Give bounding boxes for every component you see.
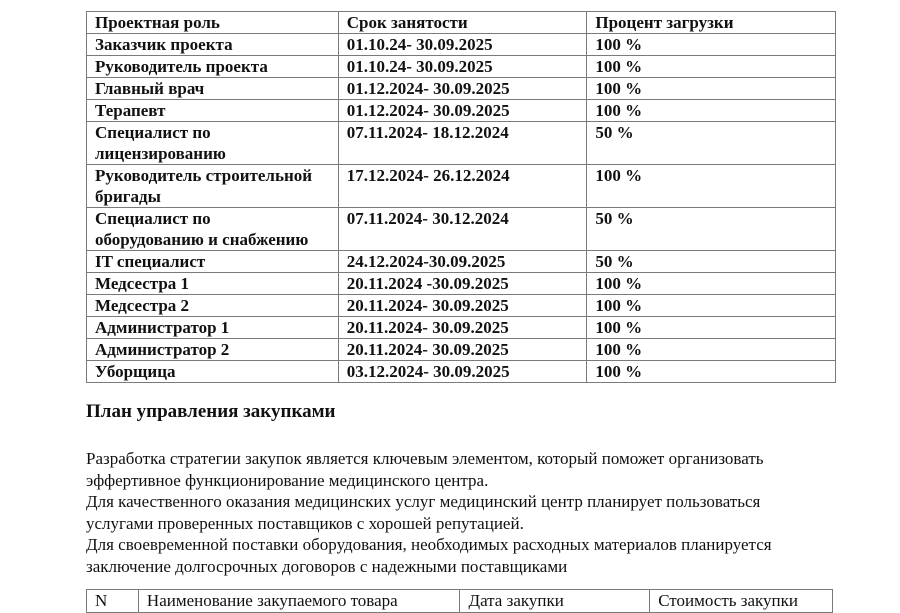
load-cell: 100 % (587, 165, 836, 208)
period-cell: 03.12.2024- 30.09.2025 (338, 361, 587, 383)
load-cell: 100 % (587, 78, 836, 100)
load-cell: 100 % (587, 56, 836, 78)
table-row (87, 100, 836, 122)
role-cell: Медсестра 2 (87, 295, 339, 317)
role-line: Специалист по (95, 209, 211, 228)
role-cell (87, 122, 339, 165)
load-cell: 50 % (587, 122, 836, 165)
table-row (87, 78, 836, 100)
table-row (87, 273, 836, 295)
role-cell: Терапевт (87, 100, 339, 122)
load-cell: 100 % (587, 361, 836, 383)
header-purchase-cost: Стоимость закупки (650, 590, 833, 613)
role-cell: Уборщица (87, 361, 339, 383)
period-cell: 01.10.24- 30.09.2025 (338, 34, 587, 56)
header-number: N (87, 590, 139, 613)
period-cell: 01.10.24- 30.09.2025 (338, 56, 587, 78)
table-row (87, 317, 836, 339)
role-cell (87, 165, 339, 208)
period-cell: 01.12.2024- 30.09.2025 (338, 78, 587, 100)
load-cell: 50 % (587, 251, 836, 273)
table-row (87, 295, 836, 317)
load-cell: 50 % (587, 208, 836, 251)
table-row (87, 122, 836, 165)
table-row (87, 339, 836, 361)
role-line: бригады (95, 187, 161, 206)
table-row (87, 56, 836, 78)
procurement-table (86, 589, 833, 613)
role-line: оборудованию и снабжению (95, 230, 309, 249)
paragraph: Для своевременной поставки оборудования, необходимых расходных материалов планируется заключение долгосрочных договоров с надежными поставщиками (86, 535, 772, 576)
header-load: Процент загрузки (587, 12, 836, 34)
period-cell: 24.12.2024-30.09.2025 (338, 251, 587, 273)
period-cell: 17.12.2024- 26.12.2024 (338, 165, 587, 208)
period-cell: 01.12.2024- 30.09.2025 (338, 100, 587, 122)
header-purchase-date: Дата закупки (460, 590, 650, 613)
role-cell: IT специалист (87, 251, 339, 273)
role-cell (87, 208, 339, 251)
procurement-description (86, 448, 826, 577)
load-cell: 100 % (587, 273, 836, 295)
table-row (87, 251, 836, 273)
section-heading: План управления закупками (86, 401, 336, 422)
project-roles-table (86, 11, 836, 383)
period-cell: 07.11.2024- 30.12.2024 (338, 208, 587, 251)
role-cell: Медсестра 1 (87, 273, 339, 295)
table-header-row (87, 590, 833, 613)
load-cell: 100 % (587, 317, 836, 339)
table-row (87, 361, 836, 383)
period-cell: 20.11.2024- 30.09.2025 (338, 317, 587, 339)
role-cell: Администратор 2 (87, 339, 339, 361)
load-cell: 100 % (587, 295, 836, 317)
paragraph: Разработка стратегии закупок является ключевым элементом, который поможет организовать эффертивное функционирование медицинского центра. (86, 449, 764, 490)
role-line: лицензированию (95, 144, 226, 163)
period-cell: 20.11.2024- 30.09.2025 (338, 339, 587, 361)
period-cell: 07.11.2024- 18.12.2024 (338, 122, 587, 165)
role-cell: Руководитель проекта (87, 56, 339, 78)
load-cell: 100 % (587, 34, 836, 56)
role-cell: Заказчик проекта (87, 34, 339, 56)
table-row (87, 165, 836, 208)
load-cell: 100 % (587, 100, 836, 122)
period-cell: 20.11.2024- 30.09.2025 (338, 295, 587, 317)
table-row (87, 208, 836, 251)
period-cell: 20.11.2024 -30.09.2025 (338, 273, 587, 295)
role-cell: Главный врач (87, 78, 339, 100)
load-cell: 100 % (587, 339, 836, 361)
role-line: Специалист по (95, 123, 211, 142)
table-row (87, 34, 836, 56)
header-item-name: Наименование закупаемого товара (138, 590, 460, 613)
header-role: Проектная роль (87, 12, 339, 34)
role-cell: Администратор 1 (87, 317, 339, 339)
header-period: Срок занятости (338, 12, 587, 34)
table-header-row (87, 12, 836, 34)
paragraph: Для качественного оказания медицинских услуг медицинский центр планирует пользоваться услугами проверенных поставщиков с хорошей репутацией. (86, 492, 761, 533)
role-line: Руководитель строительной (95, 166, 313, 185)
